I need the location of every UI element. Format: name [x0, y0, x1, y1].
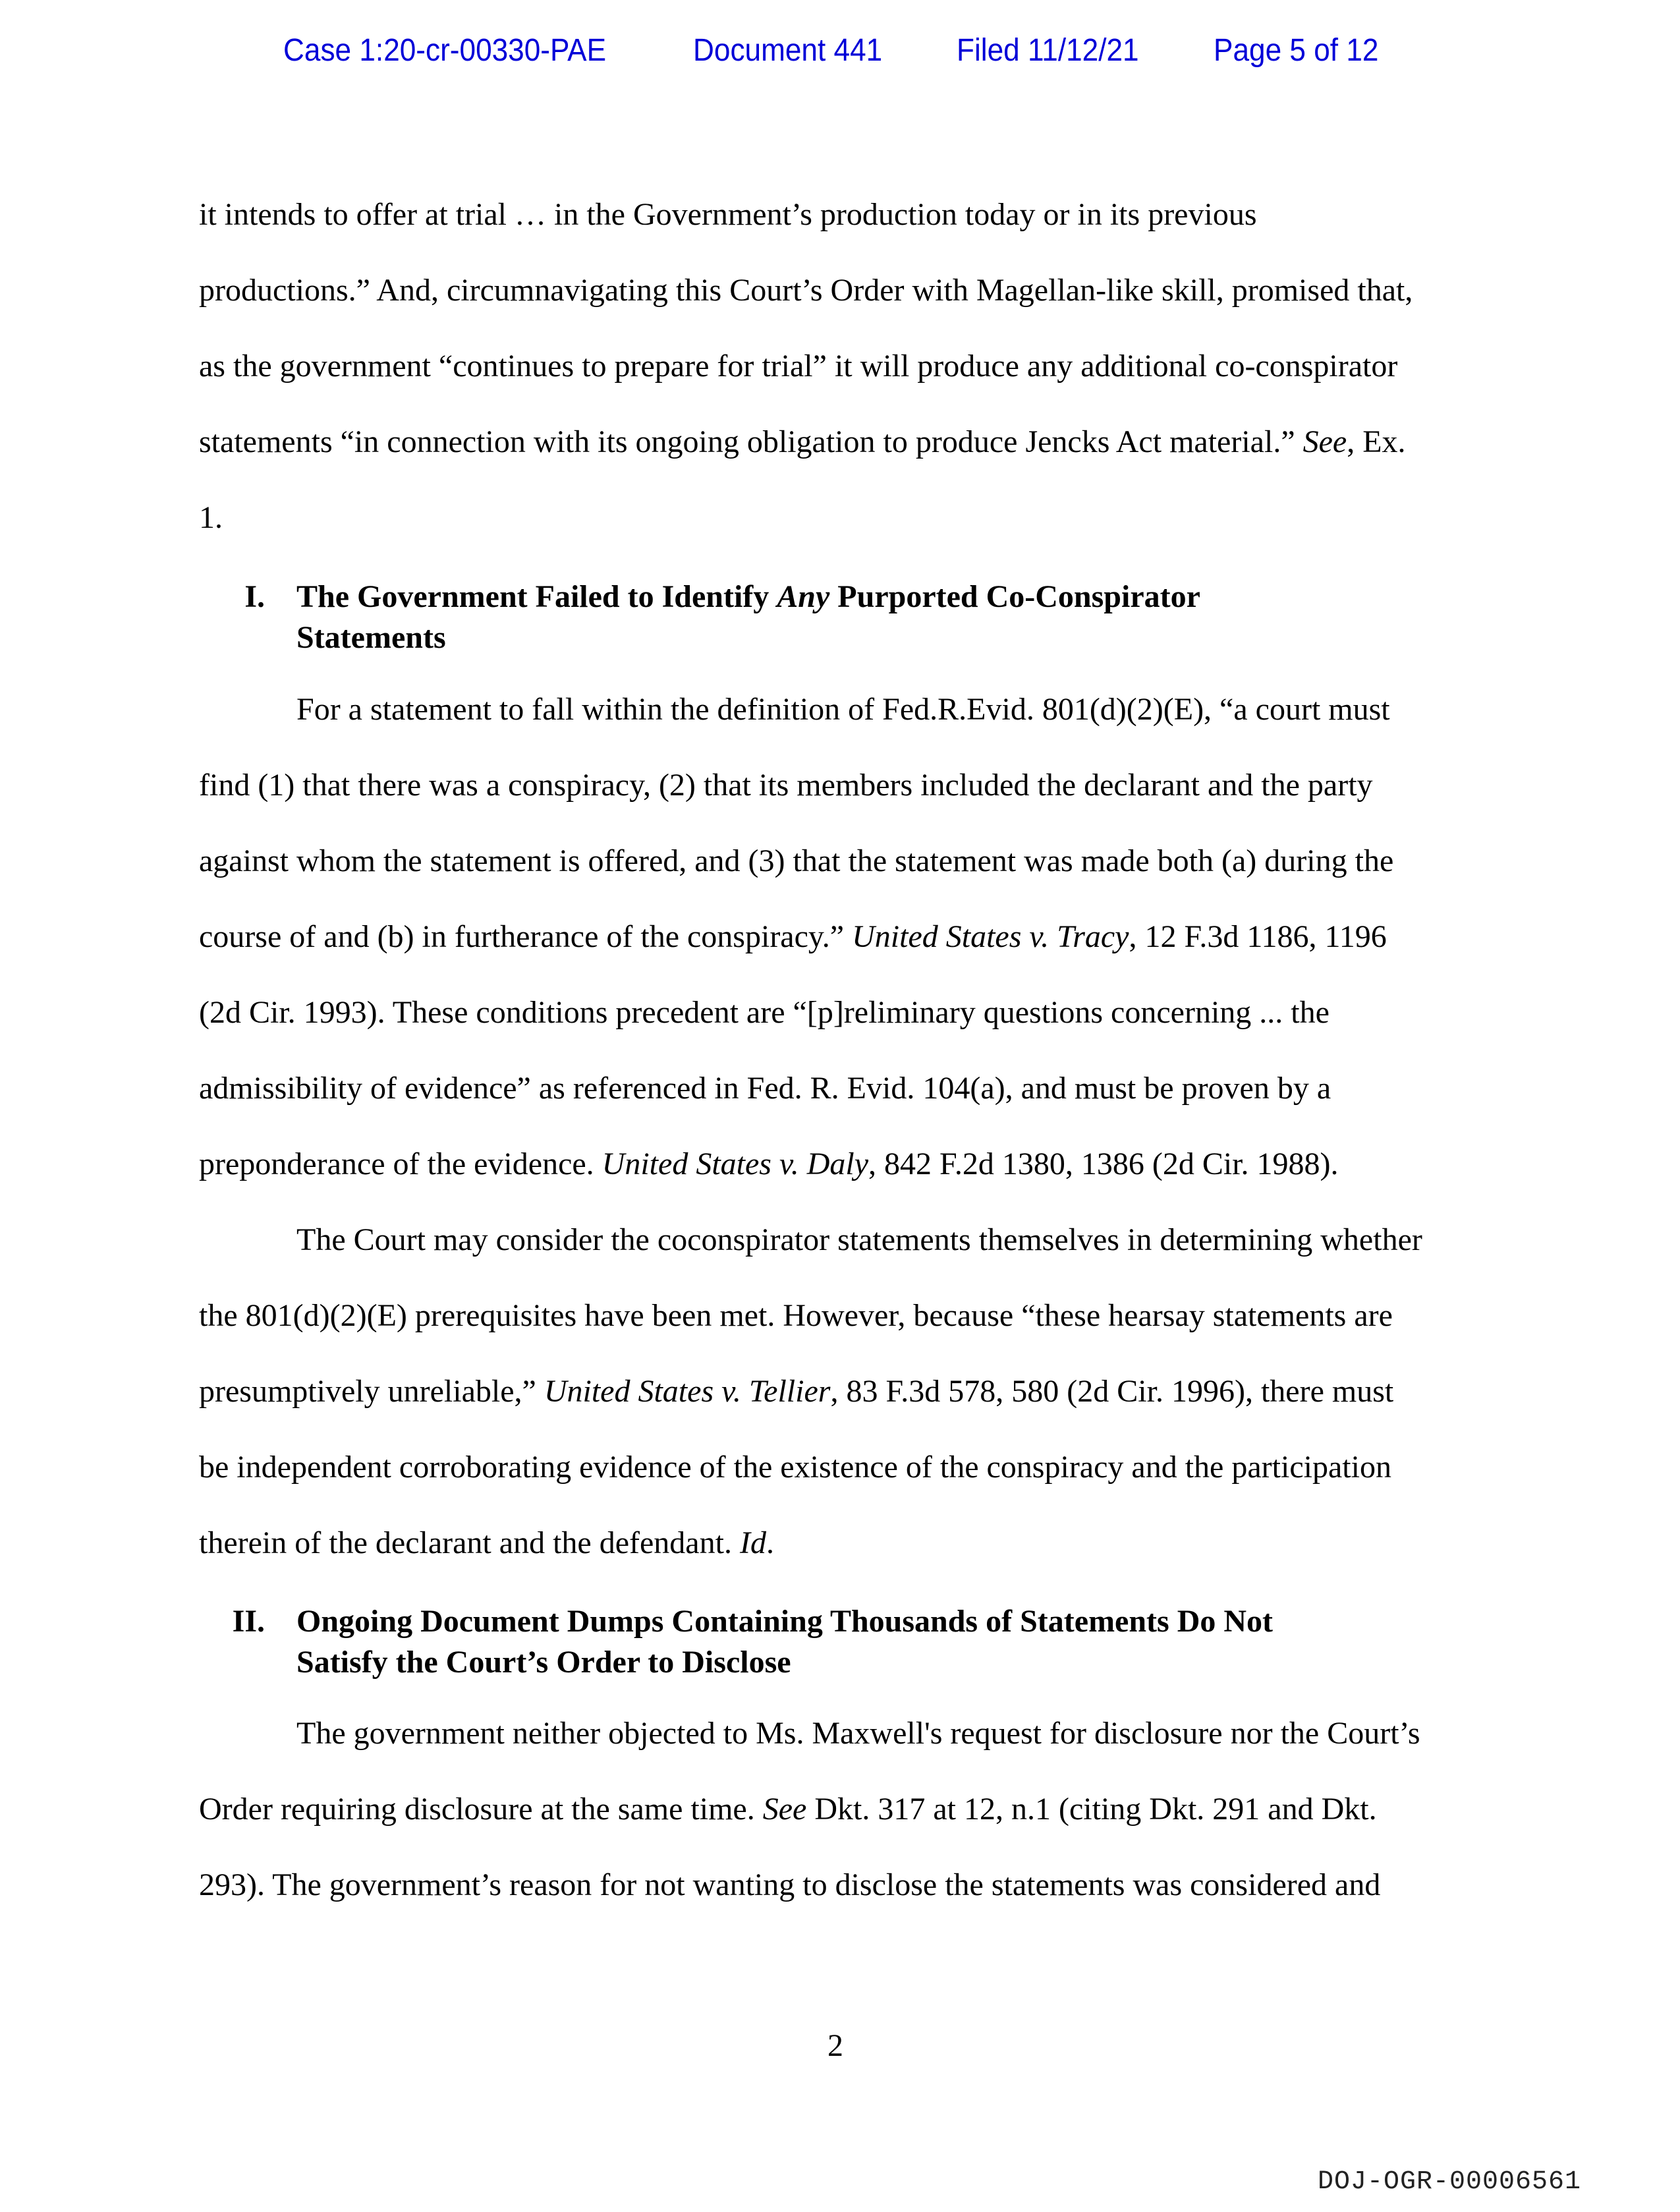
body-line: [199, 502, 223, 534]
text-run: the 801(d)(2)(E) prerequisites have been met. However, because “these hearsay statements are: [199, 1298, 1393, 1333]
text-run: Statements: [296, 620, 446, 655]
text-run: statements “in connection with its ongoing obligation to produce Jencks Act material.”: [199, 424, 1303, 459]
body-line: [199, 275, 1413, 306]
section-1-number: I.: [244, 579, 265, 614]
header-filed-date: Filed 11/12/21: [957, 33, 1139, 68]
text-run: Satisfy the Court’s Order to Disclose: [296, 1645, 791, 1680]
italic-citation-text: United States v. Tracy: [852, 919, 1129, 954]
text-run: , 842 F.2d 1380, 1386 (2d Cir. 1988).: [868, 1147, 1339, 1181]
text-run: it intends to offer at trial … in the Government’s production today or in its previous: [199, 197, 1257, 232]
body-line: [199, 426, 1406, 458]
body-line: [296, 694, 1390, 725]
body-line: [199, 1376, 1393, 1407]
bates-stamp: DOJ-OGR-00006561: [1318, 2167, 1582, 2197]
section-1-heading: [296, 581, 1200, 613]
text-run: , 83 F.3d 578, 580 (2d Cir. 1996), there must: [830, 1374, 1394, 1409]
header-case-number: Case 1:20-cr-00330-PAE: [283, 33, 607, 68]
italic-citation-text: See: [762, 1792, 807, 1827]
section-2-heading-cont: [296, 1647, 791, 1678]
italic-citation-text: Id: [739, 1525, 766, 1560]
text-run: , 12 F.3d 1186, 1196: [1129, 919, 1387, 954]
text-run: , Ex.: [1347, 424, 1406, 459]
section-2-heading: [296, 1606, 1273, 1637]
body-line: [199, 845, 1393, 877]
text-run: be independent corroborating evidence of the existence of the conspiracy and the participation: [199, 1450, 1391, 1485]
body-line: [199, 997, 1330, 1029]
text-run: Order requiring disclosure at the same time.: [199, 1792, 763, 1827]
body-line: [199, 1869, 1380, 1901]
body-line: [199, 1452, 1391, 1483]
text-run: 293). The government’s reason for not wanting to disclose the statements was considered and: [199, 1867, 1381, 1902]
body-line: [199, 770, 1373, 801]
text-run: therein of the declarant and the defendant.: [199, 1525, 740, 1560]
header-page-count: Page 5 of 12: [1214, 33, 1379, 68]
body-line: [199, 351, 1397, 382]
text-run: 1.: [199, 500, 223, 535]
section-1-heading-cont: [296, 622, 446, 654]
body-line: [199, 1073, 1331, 1104]
text-run: The government neither objected to Ms. Maxwell's request for disclosure nor the Court’s: [296, 1716, 1420, 1751]
body-line: [199, 1149, 1339, 1180]
text-run: Ongoing Document Dumps Containing Thousands of Statements Do Not: [296, 1604, 1274, 1639]
text-run: (2d Cir. 1993). These conditions precedent are “[p]reliminary questions concerning ... the: [199, 995, 1330, 1030]
body-line: [199, 921, 1387, 953]
text-run: The Court may consider the coconspirator statements themselves in determining whether: [296, 1222, 1422, 1257]
body-line: [199, 199, 1257, 231]
text-run: find (1) that there was a conspiracy, (2) that its members included the declarant and the party: [199, 768, 1373, 803]
page-number: 2: [827, 2028, 843, 2063]
text-run: .: [766, 1525, 774, 1560]
text-run: against whom the statement is offered, and (3) that the statement was made both (a) during the: [199, 843, 1394, 878]
body-line: [199, 1300, 1393, 1332]
text-run: productions.” And, circumnavigating this Court’s Order with Magellan-like skill, promised that,: [199, 273, 1413, 308]
text-run: presumptively unreliable,”: [199, 1374, 544, 1409]
italic-citation-text: United States v. Daly: [602, 1147, 869, 1181]
body-line: [296, 1224, 1422, 1256]
text-run: as the government “continues to prepare for trial” it will produce any additional co-conspirator: [199, 349, 1398, 383]
text-run: For a statement to fall within the definition of Fed.R.Evid. 801(d)(2)(E), “a court must: [296, 692, 1390, 727]
body-line: [199, 1794, 1377, 1825]
text-run: Dkt. 317 at 12, n.1 (citing Dkt. 291 and Dkt.: [806, 1792, 1377, 1827]
italic-citation-text: See: [1302, 424, 1347, 459]
italic-citation-text: United States v. Tellier: [544, 1374, 831, 1409]
text-run: admissibility of evidence” as referenced in Fed. R. Evid. 104(a), and must be proven by a: [199, 1071, 1331, 1106]
text-run: preponderance of the evidence.: [199, 1147, 602, 1181]
text-run: course of and (b) in furtherance of the conspiracy.”: [199, 919, 853, 954]
section-2-number: II.: [232, 1604, 265, 1639]
italic-citation-text: Any: [777, 579, 830, 614]
header-document-number: Document 441: [693, 33, 883, 68]
text-run: Purported Co-Conspirator: [829, 579, 1200, 614]
text-run: The Government Failed to Identify: [296, 579, 777, 614]
body-line: [296, 1718, 1420, 1749]
body-line: [199, 1527, 774, 1559]
